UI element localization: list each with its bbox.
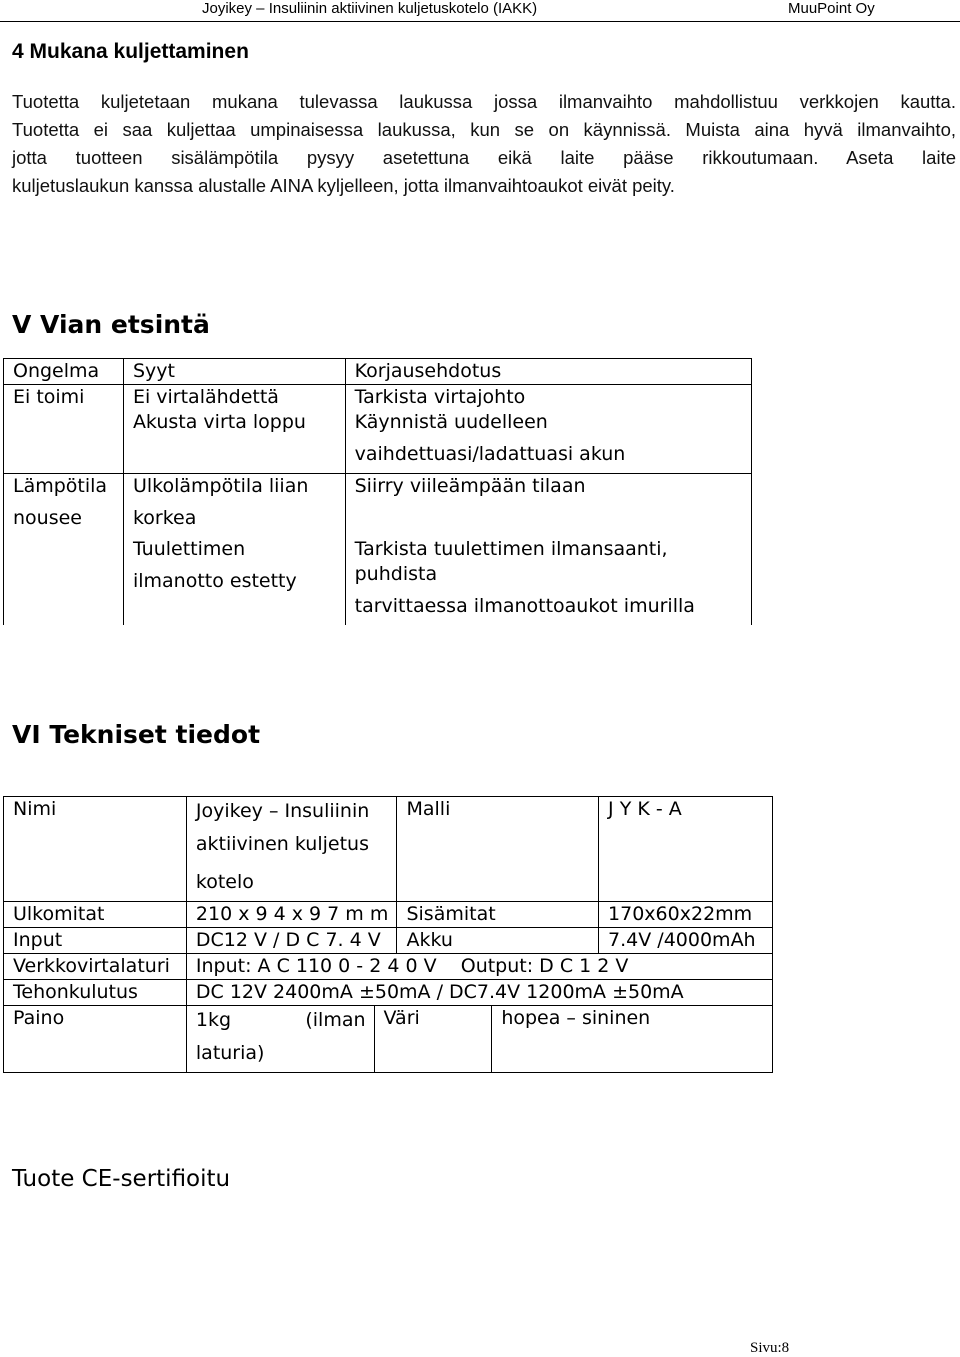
table-row <box>4 797 773 902</box>
spec-value: DC 12V 2400mA ±50mA / DC7.4V 1200mA ±50mA <box>186 980 772 1006</box>
paragraph-line: kuljetuslaukun kanssa alustalle AINA kyljelleen, jotta ilmanvaihtoaukot eivät peity. <box>12 175 675 196</box>
table-row <box>4 1006 773 1073</box>
header-rule <box>0 21 960 22</box>
certification-note: Tuote CE-sertifioitu <box>12 1166 231 1192</box>
table-row <box>4 928 773 954</box>
page-number: Sivu:8 <box>750 1340 790 1356</box>
fix-cell: Tarkista tuulettimen ilmansaanti, puhdista tarvittaessa ilmanottoaukot imurilla <box>345 537 751 625</box>
troubleshooting-table <box>3 358 752 625</box>
spec-label: Nimi <box>4 797 187 902</box>
header-fix: Korjausehdotus <box>345 359 751 385</box>
header-company: MuuPoint Oy <box>788 0 875 17</box>
paragraph-line: Tuotetta ei saa kuljettaa umpinaisessa laukussa, kun se on käynnissä. Muista aina hyvä ilmanvaihto, <box>12 119 956 140</box>
section-6-title: VI Tekniset tiedot <box>12 720 261 749</box>
fix-cell: Siirry viileämpään tilaan <box>345 474 751 538</box>
spec-label: Akku <box>397 928 599 954</box>
cause-cell: Tuulettimen ilmanotto estetty <box>123 537 345 625</box>
table-row <box>4 385 752 411</box>
cause-cell: Ei virtalähdettä <box>123 385 345 411</box>
header-problem: Ongelma <box>4 359 124 385</box>
spec-label: Väri <box>374 1006 492 1073</box>
problem-cell: Ei toimi <box>4 385 124 411</box>
table-row <box>4 902 773 928</box>
problem-cell <box>4 410 124 474</box>
paragraph-line: Tuotetta kuljetetaan mukana tulevassa laukussa jossa ilmanvaihto mahdollistuu verkkojen kautta. <box>12 91 956 112</box>
table-header-row <box>4 359 752 385</box>
fix-cell: Käynnistä uudelleen vaihdettuasi/ladattuasi akun <box>345 410 751 474</box>
spec-value: 1kg (ilman laturia) <box>186 1006 374 1073</box>
spec-label: Tehonkulutus <box>4 980 187 1006</box>
cause-cell: Akusta virta loppu <box>123 410 345 474</box>
section-4-title: 4 Mukana kuljettaminen <box>12 40 249 63</box>
spec-value: 210 x 9 4 x 9 7 m m <box>186 902 397 928</box>
table-row <box>4 537 752 625</box>
fix-cell: Tarkista virtajohto <box>345 385 751 411</box>
spec-label: Sisämitat <box>397 902 599 928</box>
spec-label: Malli <box>397 797 599 902</box>
section-4-paragraph <box>12 88 956 200</box>
spec-value: J Y K - A <box>599 797 773 902</box>
paragraph-line: jotta tuotteen sisälämpötila pysyy asetettuna eikä laite pääse rikkoutumaan. Aseta laite <box>12 147 956 168</box>
spec-label: Verkkovirtalaturi <box>4 954 187 980</box>
problem-cell: Lämpötila nousee <box>4 474 124 538</box>
cause-cell: Ulkolämpötila liian korkea <box>123 474 345 538</box>
table-row <box>4 954 773 980</box>
spec-label: Ulkomitat <box>4 902 187 928</box>
technical-specs-table <box>3 796 773 1073</box>
section-5-title: V Vian etsintä <box>12 310 210 339</box>
spec-value: 7.4V /4000mAh <box>599 928 773 954</box>
spec-value: 170x60x22mm <box>599 902 773 928</box>
spec-value: hopea – sininen <box>492 1006 773 1073</box>
table-row <box>4 410 752 474</box>
page-header <box>0 0 960 22</box>
table-row <box>4 980 773 1006</box>
table-row <box>4 474 752 538</box>
problem-cell <box>4 537 124 625</box>
header-cause: Syyt <box>123 359 345 385</box>
spec-label: Paino <box>4 1006 187 1073</box>
spec-value: Joyikey – Insuliinin aktiivinen kuljetus kotelo <box>186 797 397 902</box>
spec-label: Input <box>4 928 187 954</box>
spec-value: DC12 V / D C 7. 4 V <box>186 928 397 954</box>
header-document-title: Joyikey – Insuliinin aktiivinen kuljetuskotelo (IAKK) <box>202 0 538 17</box>
spec-value: Input: A C 110 0 - 2 4 0 V Output: D C 1 2 V <box>186 954 772 980</box>
